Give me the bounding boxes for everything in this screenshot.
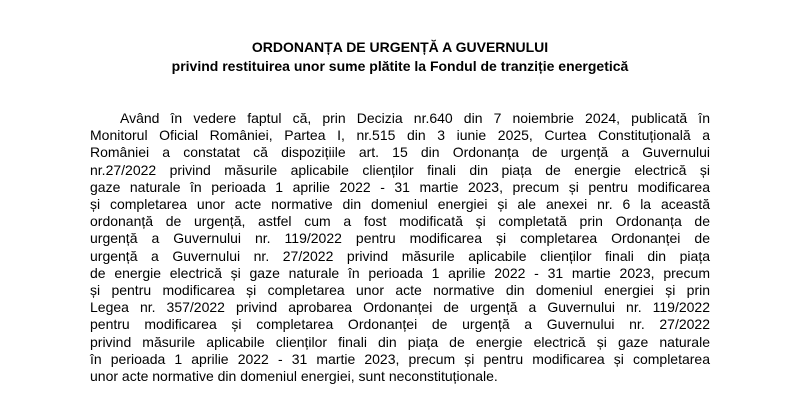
document-subtitle: privind restituirea unor sume plătite la Fondul de tranziție energetică [171,58,629,74]
body-paragraph [90,110,710,385]
paragraph-line: urgență a Guvernului nr. 119/2022 pentru modificarea și completarea Ordonanței de [90,230,710,247]
paragraph-line: unor acte normative din domeniul energiei, sunt neconstituționale. [90,368,498,385]
paragraph-line: Având în vedere faptul că, prin Decizia nr.640 din 7 noiembrie 2024, publicată în [120,110,710,126]
document-title: ORDONANȚA DE URGENȚĂ A GUVERNULUI [251,39,549,55]
paragraph-line: gaze naturale în perioada 1 aprilie 2022 - 31 martie 2023, precum și pentru modificarea [90,178,710,195]
paragraph-line: nr.27/2022 privind măsurile aplicabile clienților finali din piața de energie electrică și [90,161,710,178]
paragraph-line: pentru modificarea și completarea Ordonanței de urgență a Guvernului nr. 27/2022 [90,316,710,333]
paragraph-line: în perioada 1 aprilie 2022 - 31 martie 2023, precum și pentru modificarea și completarea [90,350,710,367]
paragraph-line: României a constatat că dispozițiile art. 15 din Ordonanța de urgență a Guvernului [90,144,710,161]
paragraph-line: Monitorul Oficial României, Partea I, nr.515 din 3 iunie 2025, Curtea Constituțională a [90,127,710,144]
paragraph-line: și pentru modificarea și completarea unor acte normative din domeniul energiei și prin [90,282,710,299]
paragraph-line: urgență a Guvernului nr. 27/2022 privind măsurile aplicabile clienților finali din piața [90,247,710,264]
paragraph-line: ordonanță de urgență, astfel cum a fost modificată și completată prin Ordonanța de [90,213,710,230]
paragraph-line: Legea nr. 357/2022 privind aprobarea Ordonanței de urgență a Guvernului nr. 119/2022 [90,299,710,316]
paragraph-line: privind măsurile aplicabile clienților finali din piața de energie electrică și gaze naturale [90,333,710,350]
paragraph-line: și completarea unor acte normative din domeniul energiei și ale anexei nr. 6 la această [90,196,710,213]
paragraph-line: de energie electrică și gaze naturale în perioada 1 aprilie 2022 - 31 martie 2023, precum [90,264,710,281]
